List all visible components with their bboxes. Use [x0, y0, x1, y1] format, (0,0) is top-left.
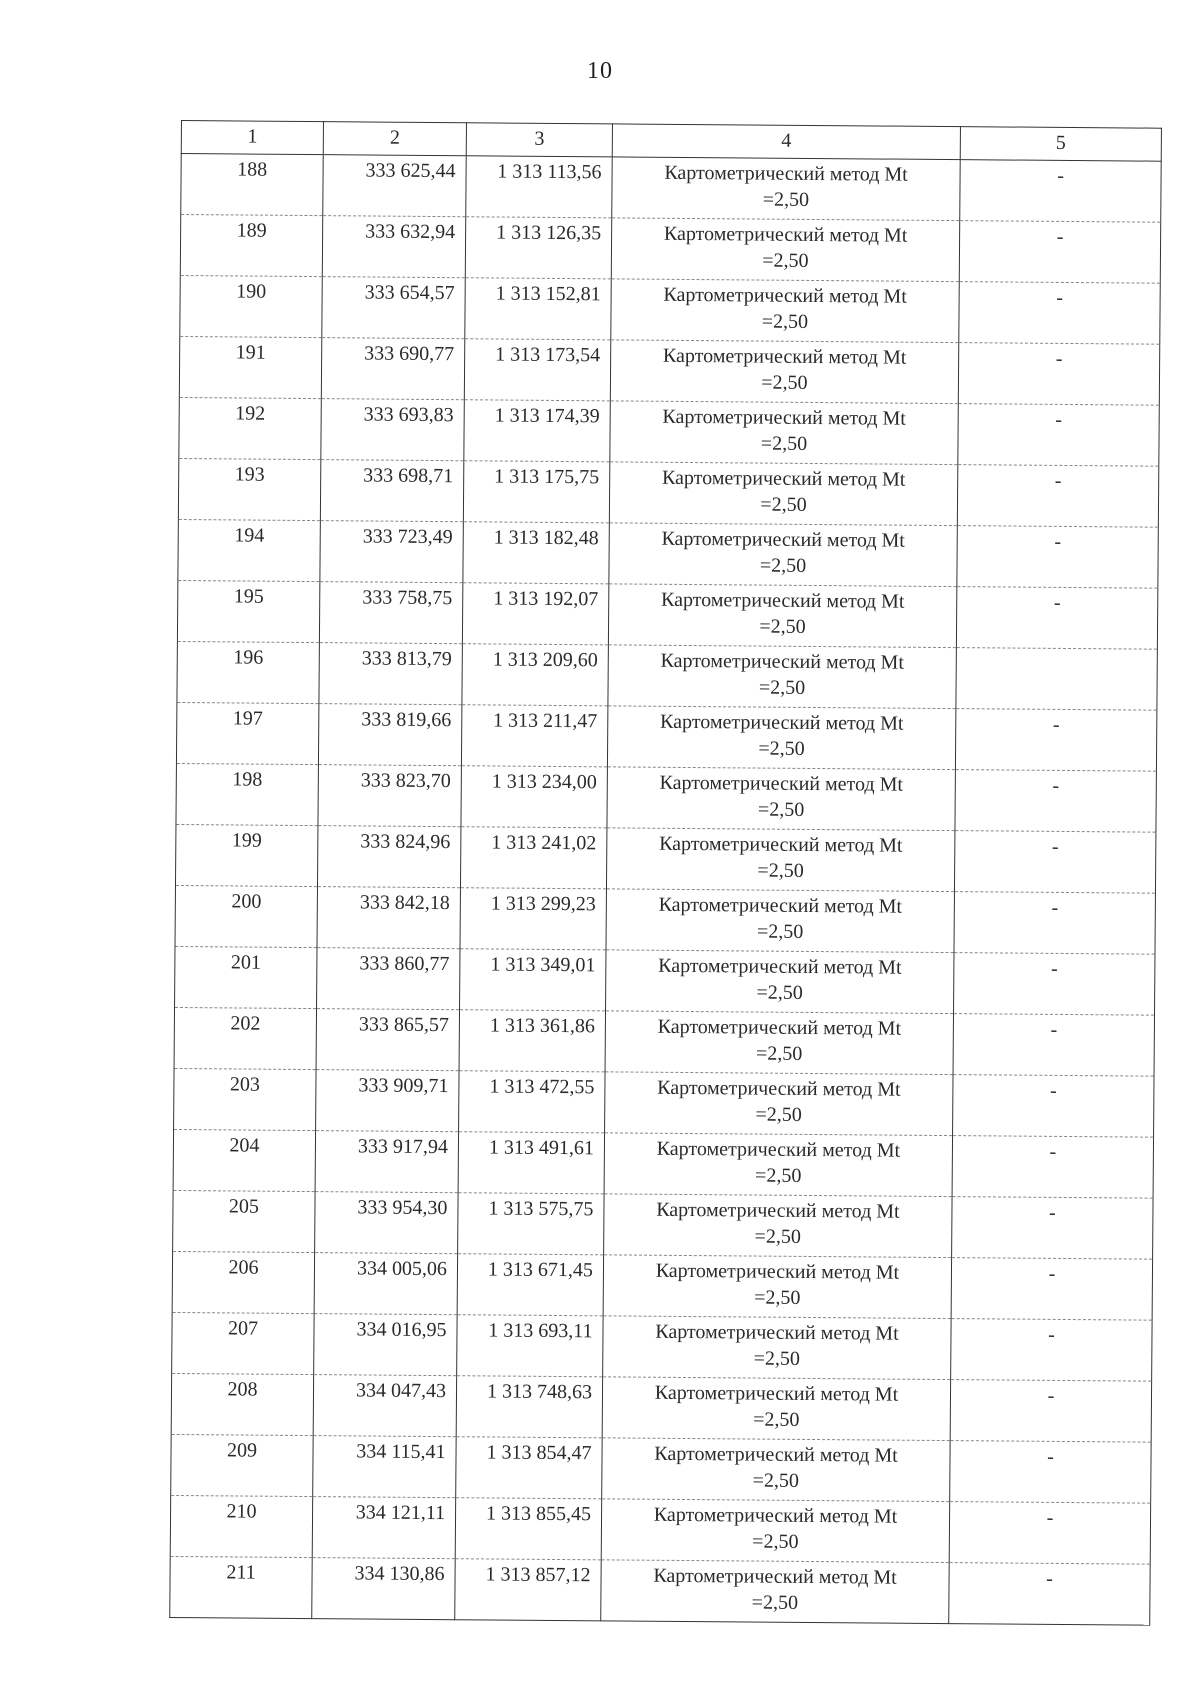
coordinate-x: 333 758,75 — [319, 582, 462, 644]
table-row — [175, 824, 1155, 893]
method-text: Картометрический метод Mt — [661, 466, 906, 491]
note-cell: - — [960, 160, 1161, 223]
method-precision: =2,50 — [755, 1042, 803, 1065]
note-cell: - — [958, 404, 1159, 467]
coordinate-x: 334 130,86 — [312, 1558, 455, 1620]
point-number: 202 — [174, 1007, 316, 1069]
method-precision: =2,50 — [755, 1164, 802, 1187]
coordinate-y: 1 313 192,07 — [462, 583, 608, 645]
method-text: Картометрический метод Mt — [655, 1320, 899, 1345]
method-cell — [605, 1072, 953, 1136]
note-cell: - — [959, 221, 1160, 284]
coordinate-x: 333 813,79 — [319, 643, 462, 705]
method-precision: =2,50 — [755, 1103, 802, 1126]
method-cell — [602, 1438, 950, 1502]
point-number: 196 — [177, 641, 319, 703]
method-cell — [607, 767, 955, 831]
note-cell: - — [953, 1014, 1154, 1077]
coordinate-x: 333 860,77 — [317, 948, 460, 1010]
table-row — [172, 1312, 1152, 1381]
method-precision: =2,50 — [762, 188, 810, 211]
coordinate-y: 1 313 472,55 — [459, 1071, 605, 1133]
method-text: Картометрический метод Mt — [654, 1381, 899, 1406]
note-cell: - — [956, 587, 1157, 650]
point-number: 198 — [176, 763, 318, 825]
coordinate-x: 334 121,11 — [312, 1497, 455, 1559]
method-text: Картометрический метод Mt — [656, 1198, 900, 1223]
method-precision: =2,50 — [761, 310, 809, 333]
method-text: Картометрический метод Mt — [654, 1442, 898, 1467]
method-precision: =2,50 — [760, 493, 807, 516]
header-col-1: 1 — [181, 121, 323, 155]
coordinate-y: 1 313 854,47 — [456, 1437, 602, 1499]
method-cell — [606, 889, 954, 953]
method-text: Картометрический метод Mt — [655, 1259, 900, 1284]
header-col-4: 4 — [612, 124, 960, 160]
method-precision: =2,50 — [752, 1530, 799, 1553]
method-cell — [601, 1499, 949, 1563]
method-text: Картометрический метод Mt — [662, 405, 906, 430]
table-row — [172, 1251, 1152, 1320]
point-number: 208 — [171, 1373, 313, 1435]
point-number: 201 — [175, 946, 317, 1008]
coordinate-y: 1 313 748,63 — [456, 1376, 602, 1438]
point-number: 193 — [178, 458, 320, 520]
method-cell — [602, 1377, 950, 1441]
method-text: Картометрический метод Mt — [656, 1137, 901, 1162]
table-row — [177, 641, 1157, 710]
point-number: 209 — [171, 1434, 313, 1496]
table-row — [170, 1495, 1150, 1564]
note-cell: - — [958, 343, 1159, 406]
table-row — [176, 702, 1156, 771]
coordinate-y: 1 313 491,61 — [458, 1132, 604, 1194]
method-precision: =2,50 — [751, 1591, 799, 1614]
coordinate-y: 1 313 857,12 — [455, 1559, 601, 1621]
point-number: 211 — [170, 1556, 312, 1618]
note-cell: - — [949, 1502, 1150, 1565]
page-number: 10 — [587, 58, 613, 84]
table-row — [179, 397, 1159, 466]
method-cell — [608, 584, 956, 648]
method-cell — [604, 1133, 952, 1197]
method-text: Картометрический метод Mt — [663, 222, 908, 247]
table-row — [177, 580, 1157, 649]
method-precision: =2,50 — [752, 1469, 800, 1492]
table-row — [174, 1007, 1154, 1076]
coordinate-x: 333 819,66 — [318, 704, 461, 766]
method-precision: =2,50 — [762, 249, 809, 272]
method-text: Картометрический метод Mt — [659, 771, 904, 796]
method-precision: =2,50 — [757, 798, 805, 821]
method-precision: =2,50 — [758, 676, 806, 699]
coordinate-y: 1 313 152,81 — [465, 278, 611, 340]
coordinate-y: 1 313 182,48 — [463, 522, 609, 584]
point-number: 188 — [181, 154, 323, 216]
method-text: Картометрический метод Mt — [662, 344, 907, 369]
method-cell — [606, 950, 954, 1014]
coordinate-x: 333 632,94 — [322, 216, 465, 278]
coordinate-x: 334 005,06 — [314, 1253, 457, 1315]
method-precision: =2,50 — [756, 981, 803, 1004]
coordinate-y: 1 313 113,56 — [466, 156, 612, 218]
table-row — [173, 1190, 1153, 1259]
note-cell: - — [959, 282, 1160, 345]
method-cell — [609, 462, 957, 526]
coordinate-x: 333 654,57 — [322, 277, 465, 339]
table-row — [171, 1434, 1151, 1503]
method-precision: =2,50 — [753, 1408, 800, 1431]
coordinate-y: 1 313 174,39 — [464, 400, 610, 462]
note-cell: - — [950, 1441, 1151, 1504]
coordinates-table — [169, 120, 1162, 1626]
note-cell: - — [954, 953, 1155, 1016]
coordinate-y: 1 313 693,11 — [457, 1315, 603, 1377]
table-row — [178, 458, 1158, 527]
coordinate-y: 1 313 209,60 — [462, 644, 608, 706]
method-precision: =2,50 — [760, 432, 808, 455]
method-text: Картометрический метод Mt — [663, 283, 907, 308]
note-cell: - — [951, 1258, 1152, 1321]
note-cell: - — [957, 526, 1158, 589]
method-precision: =2,50 — [757, 859, 804, 882]
method-text: Картометрический метод Mt — [653, 1564, 897, 1589]
note-cell: - — [953, 1075, 1154, 1138]
method-precision: =2,50 — [754, 1225, 801, 1248]
point-number: 194 — [178, 519, 320, 581]
coordinate-x: 333 824,96 — [317, 826, 460, 888]
table-row — [178, 519, 1158, 588]
coordinate-x: 333 693,83 — [321, 399, 464, 461]
note-cell — [956, 648, 1157, 711]
point-number: 204 — [173, 1129, 315, 1191]
note-cell: - — [952, 1136, 1153, 1199]
method-text: Картометрический метод Mt — [660, 649, 905, 674]
coordinate-x: 333 625,44 — [323, 155, 466, 217]
point-number: 199 — [175, 824, 317, 886]
table-row — [175, 946, 1155, 1015]
coordinate-x: 333 842,18 — [317, 887, 460, 949]
method-cell — [603, 1255, 951, 1319]
note-cell: - — [950, 1380, 1151, 1443]
coordinate-y: 1 313 241,02 — [460, 827, 606, 889]
method-cell — [610, 401, 958, 465]
table-row — [170, 1556, 1150, 1625]
coordinate-y: 1 313 349,01 — [460, 949, 606, 1011]
method-text: Картометрический метод Mt — [657, 1015, 902, 1040]
table-row — [176, 763, 1156, 832]
coordinate-y: 1 313 126,35 — [465, 217, 611, 279]
header-col-2: 2 — [323, 122, 466, 156]
method-cell — [612, 157, 960, 221]
coordinate-x: 333 909,71 — [316, 1070, 459, 1132]
table-row — [174, 1068, 1154, 1137]
coordinate-x: 333 823,70 — [318, 765, 461, 827]
coordinate-x: 333 954,30 — [315, 1192, 458, 1254]
method-text: Картометрический метод Mt — [658, 893, 903, 918]
method-text: Картометрический метод Mt — [659, 710, 904, 735]
note-cell: - — [955, 709, 1156, 772]
point-number: 189 — [180, 215, 322, 277]
method-cell — [607, 706, 955, 770]
method-precision: =2,50 — [761, 371, 808, 394]
coordinate-x: 334 115,41 — [313, 1436, 456, 1498]
coordinate-x: 333 698,71 — [320, 460, 463, 522]
coordinate-y: 1 313 175,75 — [463, 461, 609, 523]
method-text: Картометрический метод Mt — [659, 832, 903, 857]
point-number: 207 — [172, 1312, 314, 1374]
note-cell: - — [957, 465, 1158, 528]
method-precision: =2,50 — [759, 554, 807, 577]
coordinate-y: 1 313 211,47 — [461, 705, 607, 767]
method-text: Картометрический метод Mt — [658, 954, 902, 979]
method-precision: =2,50 — [758, 737, 805, 760]
method-cell — [601, 1560, 949, 1624]
note-cell: - — [955, 770, 1156, 833]
coordinate-y: 1 313 671,45 — [457, 1254, 603, 1316]
point-number: 205 — [173, 1190, 315, 1252]
coordinate-y: 1 313 173,54 — [464, 339, 610, 401]
method-cell — [611, 279, 959, 343]
method-cell — [604, 1194, 952, 1258]
point-number: 210 — [170, 1495, 312, 1557]
coordinate-x: 334 047,43 — [313, 1375, 456, 1437]
table-row — [179, 336, 1159, 405]
note-cell: - — [954, 831, 1155, 894]
point-number: 203 — [174, 1068, 316, 1130]
table-row — [180, 275, 1160, 344]
method-text: Картометрический метод Mt — [664, 161, 908, 186]
coordinate-x: 334 016,95 — [314, 1314, 457, 1376]
method-cell — [609, 523, 957, 587]
point-number: 192 — [179, 397, 321, 459]
coordinate-x: 333 865,57 — [316, 1009, 459, 1071]
method-text: Картометрический метод Mt — [660, 588, 905, 613]
point-number: 191 — [179, 336, 321, 398]
header-col-3: 3 — [466, 123, 612, 157]
coordinate-y: 1 313 575,75 — [458, 1193, 604, 1255]
table-row — [180, 215, 1160, 284]
point-number: 200 — [175, 885, 317, 947]
method-precision: =2,50 — [756, 920, 804, 943]
table-row — [171, 1373, 1151, 1442]
method-text: Картометрический метод Mt — [653, 1503, 898, 1528]
method-cell — [605, 1011, 953, 1075]
table-row — [181, 154, 1161, 223]
point-number: 190 — [180, 275, 322, 337]
table-row — [173, 1129, 1153, 1198]
note-cell: - — [951, 1319, 1152, 1382]
method-text: Картометрический метод Mt — [661, 527, 905, 552]
coordinate-y: 1 313 299,23 — [460, 888, 606, 950]
method-cell — [606, 828, 954, 892]
coordinate-y: 1 313 234,00 — [461, 766, 607, 828]
note-cell: - — [952, 1197, 1153, 1260]
coordinate-y: 1 313 361,86 — [459, 1010, 605, 1072]
method-cell — [610, 340, 958, 404]
point-number: 206 — [172, 1251, 314, 1313]
method-precision: =2,50 — [753, 1347, 801, 1370]
coordinate-x: 333 723,49 — [320, 521, 463, 583]
point-number: 195 — [177, 580, 319, 642]
coordinate-x: 333 917,94 — [315, 1131, 458, 1193]
table-body — [170, 154, 1161, 1626]
note-cell: - — [949, 1563, 1150, 1626]
coordinate-y: 1 313 855,45 — [455, 1498, 601, 1560]
method-cell — [603, 1316, 951, 1380]
method-cell — [611, 218, 959, 282]
point-number: 197 — [176, 702, 318, 764]
method-precision: =2,50 — [754, 1286, 801, 1309]
method-precision: =2,50 — [759, 615, 806, 638]
table-row — [175, 885, 1155, 954]
header-col-5: 5 — [960, 127, 1161, 162]
coordinate-x: 333 690,77 — [321, 338, 464, 400]
method-text: Картометрический метод Mt — [657, 1076, 901, 1101]
note-cell: - — [954, 892, 1155, 955]
method-cell — [608, 645, 956, 709]
